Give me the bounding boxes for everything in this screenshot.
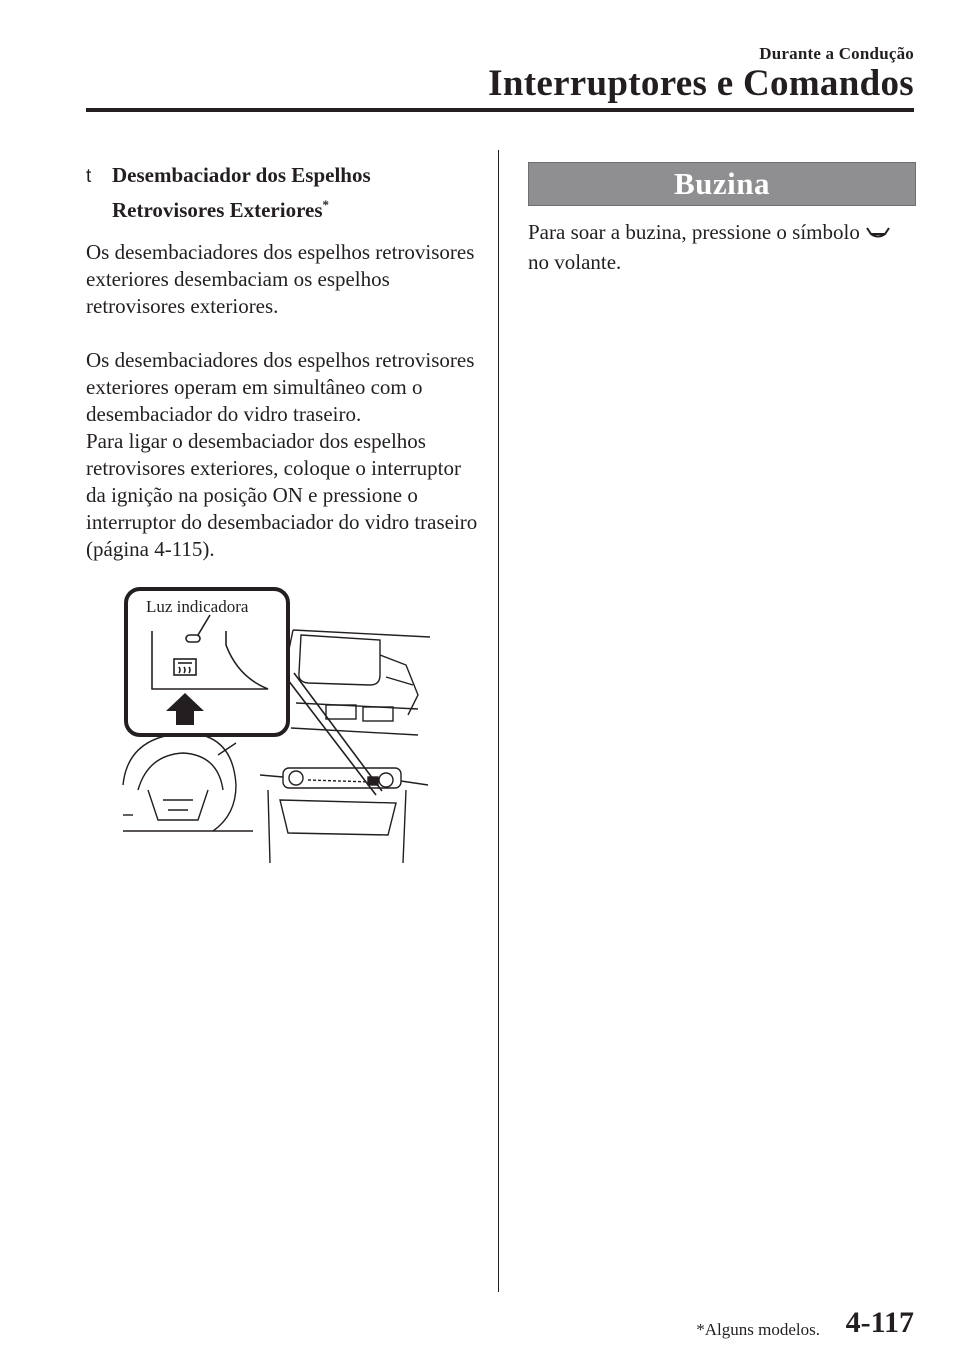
- footnote-marker: *: [322, 197, 330, 212]
- horn-text-start: Para soar a buzina, pressione o símbolo: [528, 220, 860, 244]
- dashboard-drawing: [118, 585, 436, 870]
- page-title: Interruptores e Comandos: [488, 63, 914, 104]
- footnote: *Alguns modelos.: [696, 1320, 820, 1339]
- dashboard-illustration: [118, 585, 436, 870]
- horn-icon: [865, 220, 891, 248]
- right-column: [528, 162, 916, 276]
- paragraph-3: Para ligar o desembaciador dos espelhos retrovisores exteriores, coloque o interruptor da ignição na posição ON e pressione o interruptor do desembaciador do vidro traseiro (página 4-115).: [86, 429, 478, 561]
- section-label: Durante a Condução: [759, 44, 914, 63]
- section-heading: [86, 160, 482, 225]
- heading-line-2: Retrovisores Exteriores: [112, 198, 323, 222]
- horn-instructions: [528, 218, 916, 276]
- left-column: [86, 160, 482, 563]
- paragraph-2: Os desembaciadores dos espelhos retrovisores exteriores operam em simultâneo com o desembaciador do vidro traseiro.: [86, 348, 475, 426]
- header-rule: [86, 108, 914, 112]
- bullet-marker: t: [86, 166, 92, 187]
- column-divider: [498, 150, 499, 1292]
- page-number: 4-117: [845, 1306, 914, 1339]
- indicator-light-label: Luz indicadora: [146, 597, 249, 616]
- heading-line-1: Desembaciador dos Espelhos: [112, 163, 371, 187]
- paragraph-1: Os desembaciadores dos espelhos retrovisores exteriores desembaciam os espelhos retrovisores exteriores.: [86, 240, 475, 318]
- horn-text-end: no volante.: [528, 250, 622, 274]
- section-banner: Buzina: [528, 162, 916, 206]
